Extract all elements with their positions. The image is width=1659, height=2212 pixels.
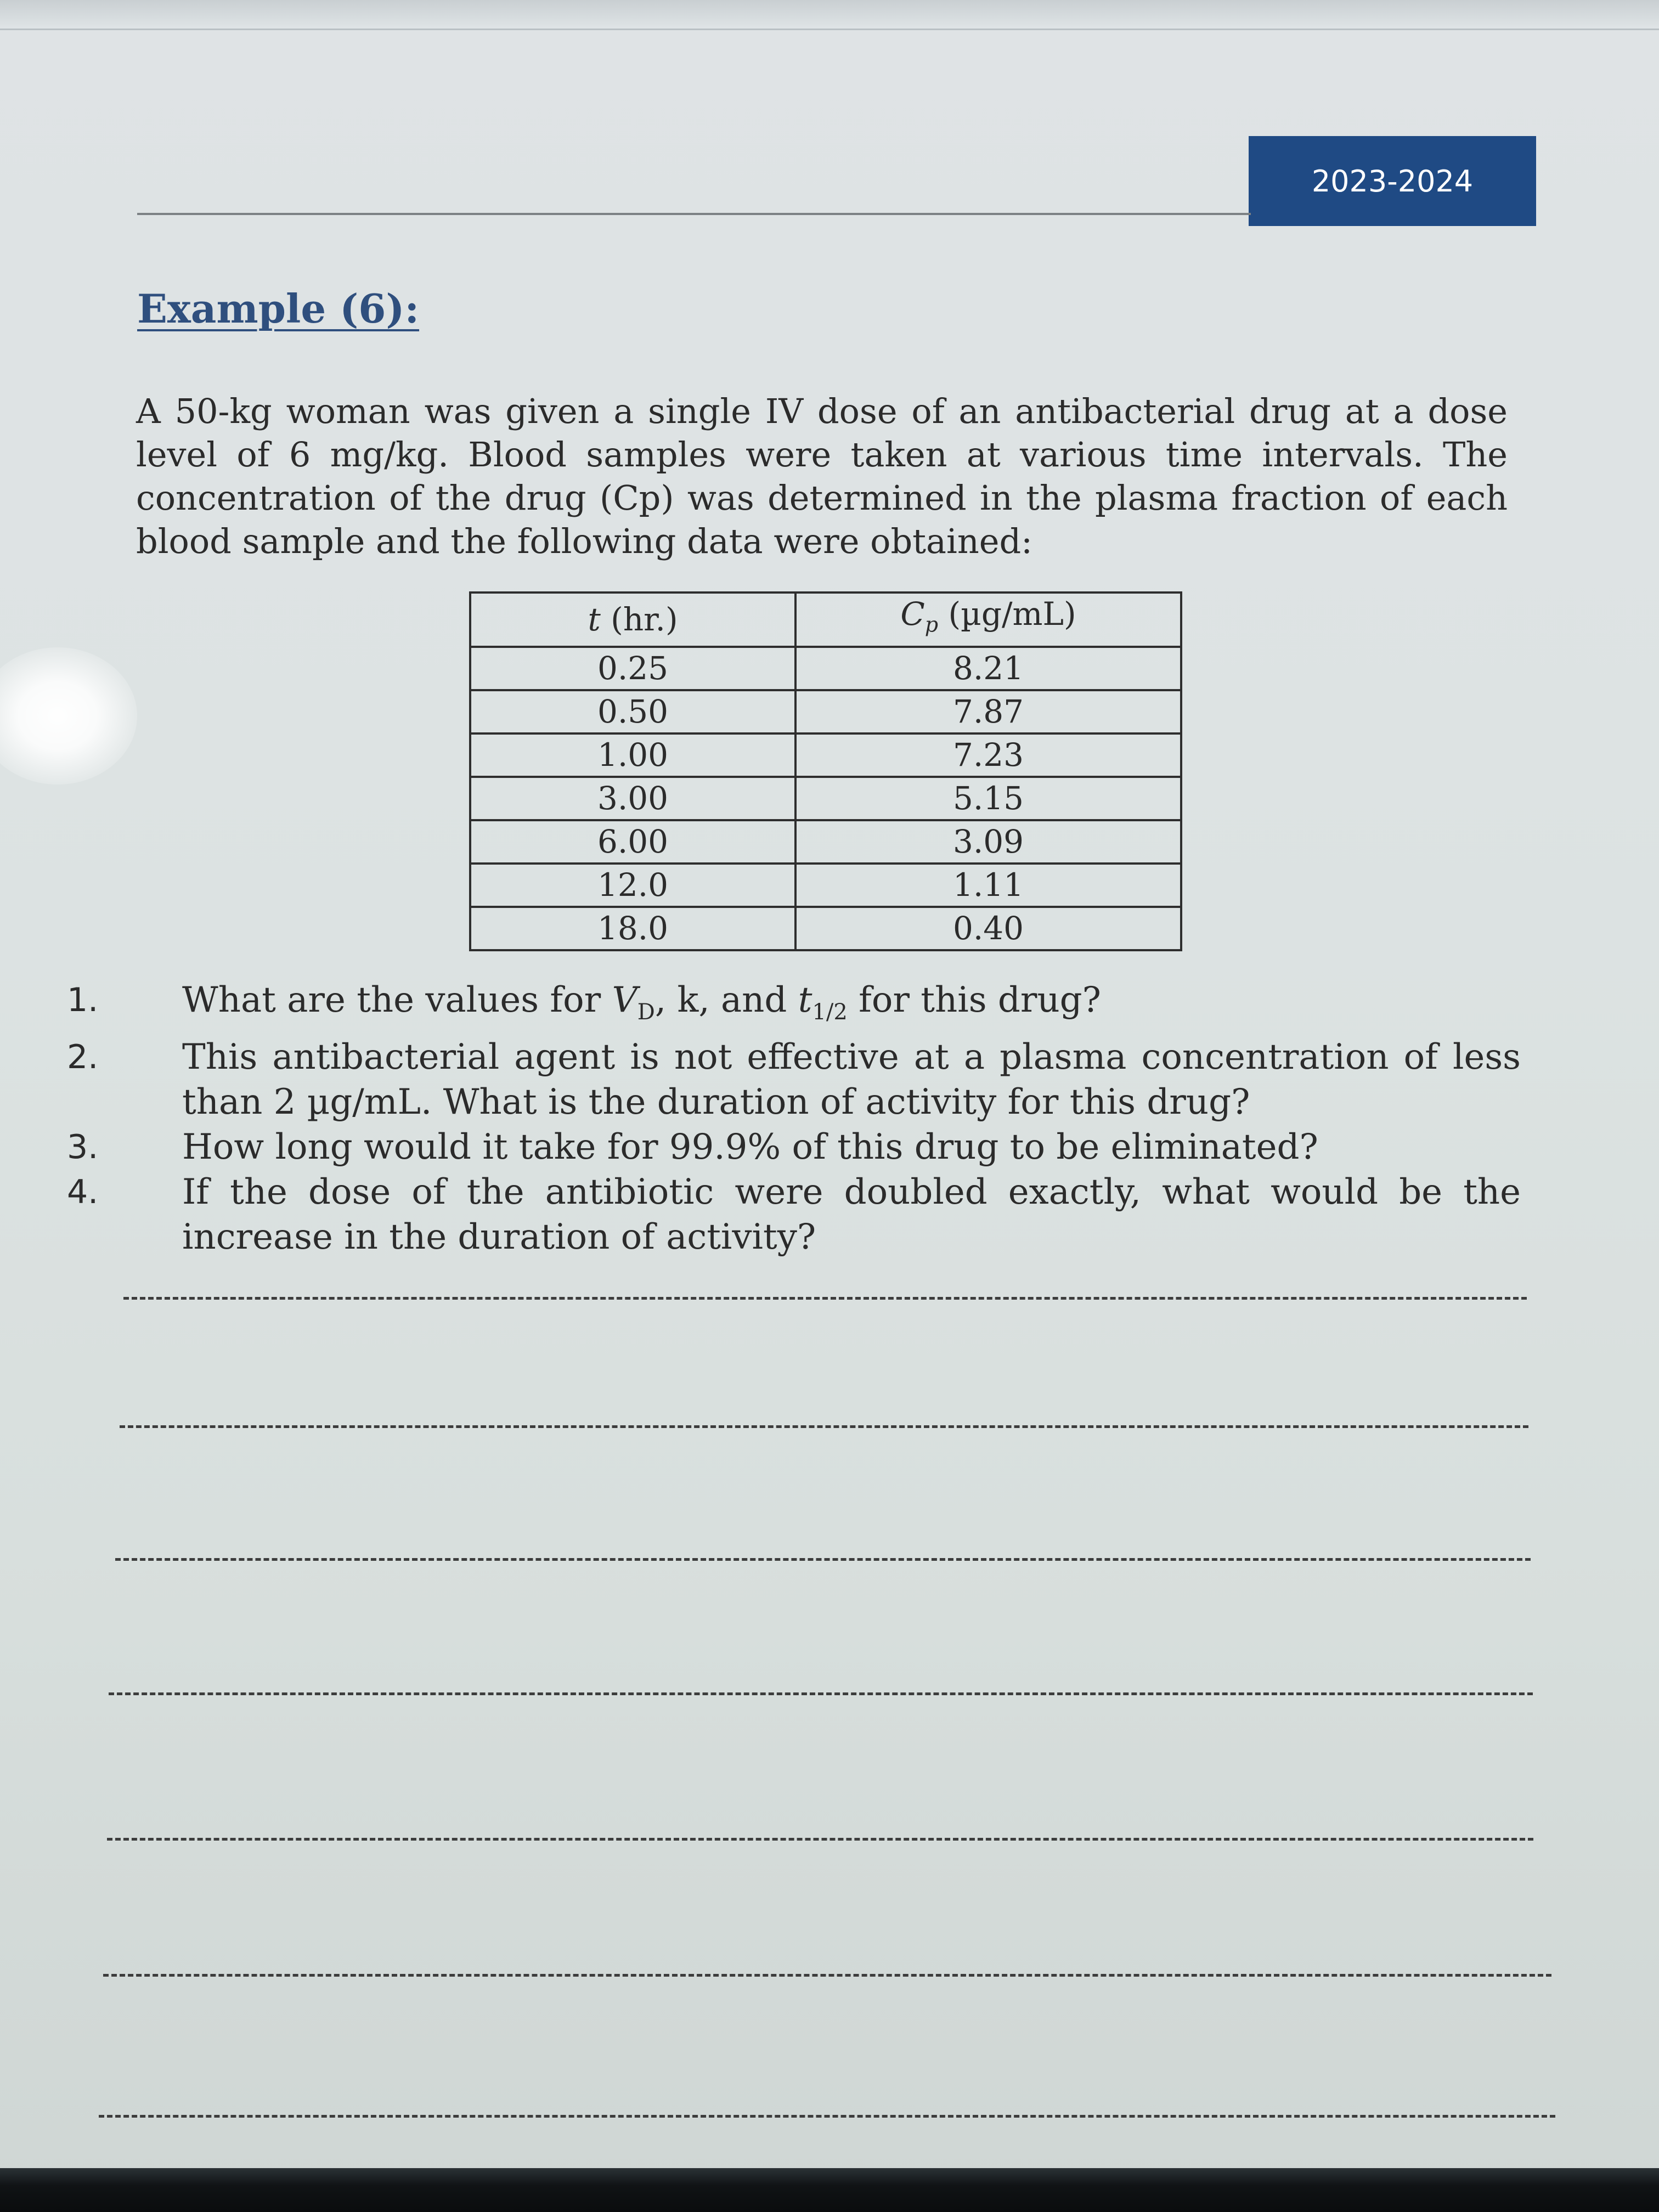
table-cell-concentration: 7.87	[795, 690, 1181, 733]
data-table	[469, 591, 1182, 951]
table-header-time: t (hr.)	[470, 592, 795, 647]
table-cell-time: 3.00	[470, 777, 795, 820]
answer-line	[123, 1297, 1527, 1300]
answer-line	[115, 1558, 1531, 1561]
answer-line	[120, 1425, 1528, 1428]
question-text: What are the values for $V_D$, k, and $t_{1/2}$ for this drug?	[182, 980, 1101, 1025]
table-cell-time: 18.0	[470, 907, 795, 950]
question-number: 3.	[67, 1127, 99, 1166]
table-row	[470, 907, 1181, 950]
question-item	[0, 1035, 1659, 1125]
question-number: 4.	[67, 1172, 99, 1211]
question-number: 2.	[67, 1037, 99, 1076]
question-list	[0, 978, 1659, 1260]
question-text: How long would it take for 99.9% of this drug to be eliminated?	[182, 1126, 1318, 1167]
table-row	[470, 647, 1181, 690]
table-header-row	[470, 592, 1181, 647]
answer-line	[103, 1974, 1551, 1977]
question-item	[0, 1170, 1659, 1260]
question-text: This antibacterial agent is not effective at a plasma concentration of less than 2 µg/mL. What is the duration of activity for this drug?	[182, 1036, 1521, 1122]
table-cell-concentration: 0.40	[795, 907, 1181, 950]
example-title: Example (6):	[137, 285, 420, 332]
problem-statement: A 50-kg woman was given a single IV dose of an antibacterial drug at a dose level of 6 mg/kg. Blood samples were taken at various time intervals. The concentration of the drug (Cp) was determined in the plasma fraction of each blood sample and the following data were obtained:	[136, 391, 1508, 561]
table-cell-time: 1.00	[470, 733, 795, 777]
page-top-edge	[0, 0, 1659, 30]
year-badge: 2023-2024	[1249, 136, 1536, 226]
table-row	[470, 690, 1181, 733]
light-glare	[0, 647, 137, 785]
question-item	[0, 978, 1659, 1035]
table-cell-concentration: 8.21	[795, 647, 1181, 690]
table-cell-time: 6.00	[470, 820, 795, 864]
table-cell-concentration: 5.15	[795, 777, 1181, 820]
table-cell-concentration: 1.11	[795, 864, 1181, 907]
table-cell-time: 0.25	[470, 647, 795, 690]
device-bezel	[0, 2168, 1659, 2212]
question-number: 1.	[67, 981, 99, 1019]
table-cell-time: 0.50	[470, 690, 795, 733]
table-cell-concentration: 7.23	[795, 733, 1181, 777]
table-header-concentration: $C_p$ (µg/mL)	[795, 592, 1181, 647]
answer-line	[99, 2115, 1555, 2118]
table-row	[470, 864, 1181, 907]
answer-line	[107, 1838, 1533, 1841]
table-row	[470, 777, 1181, 820]
question-item	[0, 1125, 1659, 1170]
table-cell-concentration: 3.09	[795, 820, 1181, 864]
answer-line	[109, 1692, 1533, 1695]
question-text: If the dose of the antibiotic were doubled exactly, what would be the increase in the duration of activity?	[182, 1171, 1521, 1257]
header-rule	[137, 213, 1251, 215]
table-row	[470, 820, 1181, 864]
table-row	[470, 733, 1181, 777]
table-cell-time: 12.0	[470, 864, 795, 907]
